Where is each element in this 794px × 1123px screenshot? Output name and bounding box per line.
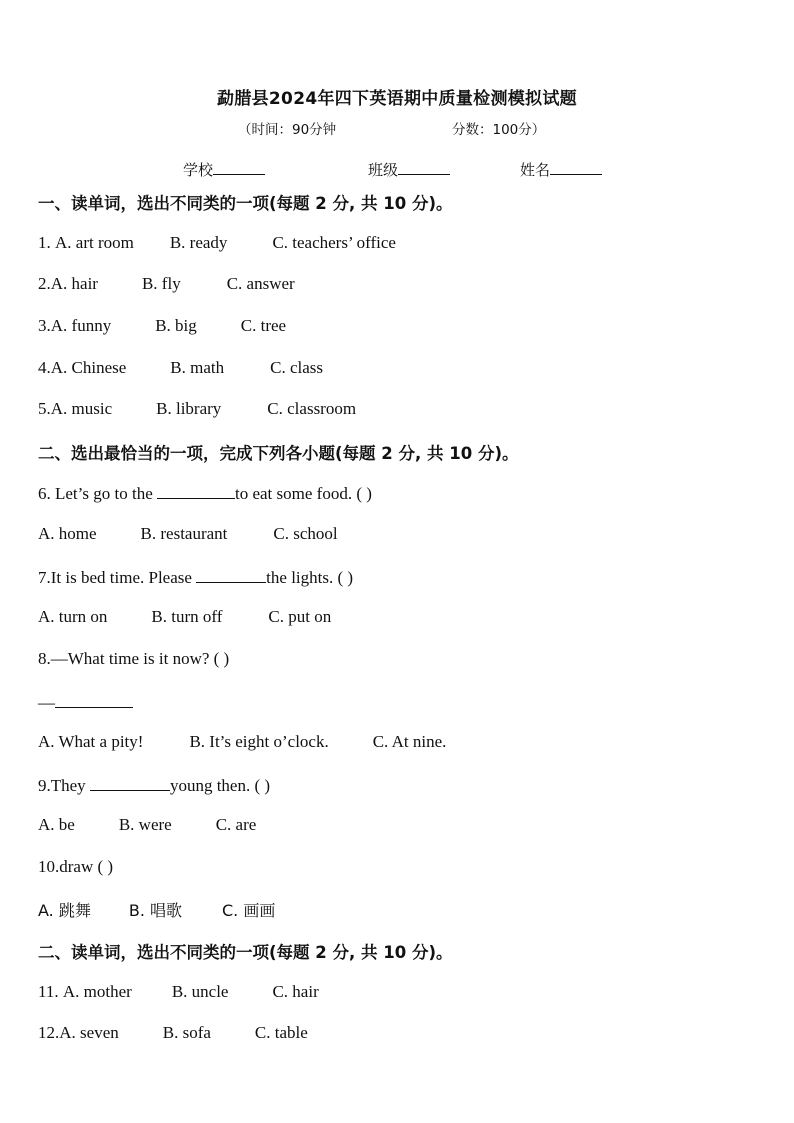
option-a: A. seven — [59, 1023, 119, 1042]
option-a: A. funny — [50, 316, 112, 335]
option-a: A. home — [38, 524, 97, 543]
option-a: A. be — [38, 815, 75, 834]
option-a: A. What a pity! — [38, 732, 144, 751]
option-b: B. uncle — [171, 982, 229, 1001]
question-stem: 7.It is bed time. Please — [38, 568, 197, 587]
name-field — [520, 159, 602, 180]
question-number: 2. — [38, 274, 51, 293]
option-b: B. big — [155, 316, 197, 335]
question-4 — [38, 358, 323, 378]
question-stem-end: to eat some food. ( ) — [234, 484, 372, 503]
question-stem: 10.draw ( ) — [38, 857, 114, 876]
question-stem: 6. Let’s go to the — [38, 484, 157, 503]
class-label: 班级 — [368, 161, 399, 179]
options-8 — [38, 732, 446, 752]
question-number: 4. — [38, 358, 51, 377]
option-a: A. music — [50, 399, 113, 418]
question-number: 1. — [38, 233, 55, 252]
option-b: B. turn off — [151, 607, 223, 626]
answer-blank — [196, 566, 266, 583]
option-c: C. tree — [240, 316, 287, 335]
option-c: C. At nine. — [372, 732, 447, 751]
option-c: C. class — [270, 358, 324, 377]
option-c: C. are — [215, 815, 257, 834]
class-field — [368, 159, 450, 180]
question-7 — [38, 566, 353, 588]
option-c: C. answer — [226, 274, 295, 293]
question-stem-end: young then. ( ) — [169, 776, 271, 795]
option-b: B. library — [156, 399, 222, 418]
answer-dash: — — [38, 693, 55, 712]
section-heading: 二、读单词，选出不同类的一项(每题 2 分, 共 10 分)。 — [38, 943, 453, 962]
option-c: C. school — [273, 524, 338, 543]
options-10 — [38, 898, 275, 921]
option-a: A. mother — [62, 982, 132, 1001]
option-b: B. It’s eight o’clock. — [189, 732, 329, 751]
question-stem: 9.They — [38, 776, 90, 795]
options-7 — [38, 607, 331, 627]
answer-line-8 — [38, 691, 133, 713]
question-number: 5. — [38, 399, 51, 418]
exam-time: （时间：90分钟 — [238, 122, 337, 138]
option-a: A. turn on — [38, 607, 108, 626]
option-c: C. table — [254, 1023, 308, 1042]
option-c: C. teachers’ office — [272, 233, 396, 252]
option-b: B. sofa — [162, 1023, 211, 1042]
answer-blank — [157, 482, 235, 499]
option-b: B. ready — [169, 233, 228, 252]
answer-blank — [55, 691, 133, 708]
name-label: 姓名 — [520, 161, 551, 179]
question-stem: 8.—What time is it now? ( ) — [38, 649, 230, 668]
option-b: B. fly — [141, 274, 181, 293]
question-stem-end: the lights. ( ) — [266, 568, 354, 587]
option-a: A. 跳舞 — [38, 901, 91, 920]
question-number: 3. — [38, 316, 51, 335]
exam-score: 分数：100分） — [452, 122, 546, 138]
options-6 — [38, 524, 338, 544]
question-9 — [38, 774, 270, 796]
option-b: B. 唱歌 — [128, 901, 182, 920]
question-2 — [38, 274, 295, 294]
school-label: 学校 — [183, 161, 214, 179]
option-a: A. art room — [55, 233, 134, 252]
options-9 — [38, 815, 256, 835]
section-heading: 一、读单词，选出不同类的一项(每题 2 分, 共 10 分)。 — [38, 194, 453, 213]
question-5 — [38, 399, 356, 419]
option-b: B. math — [170, 358, 225, 377]
option-c: C. put on — [268, 607, 332, 626]
option-c: C. hair — [272, 982, 319, 1001]
question-1 — [38, 233, 396, 253]
class-blank — [398, 160, 450, 175]
exam-title: 勐腊县2024年四下英语期中质量检测模拟试题 — [217, 89, 577, 109]
question-12 — [38, 1023, 308, 1043]
question-number: 11. — [38, 982, 63, 1001]
option-c: C. classroom — [267, 399, 357, 418]
question-number: 12. — [38, 1023, 60, 1042]
option-b: B. were — [118, 815, 172, 834]
question-8 — [38, 649, 229, 669]
answer-blank — [90, 774, 170, 791]
option-a: A. hair — [50, 274, 98, 293]
name-blank — [550, 160, 602, 175]
school-field — [183, 159, 265, 180]
question-6 — [38, 482, 372, 504]
section-heading: 二、选出最恰当的一项，完成下列各小题(每题 2 分, 共 10 分)。 — [38, 444, 519, 463]
option-b: B. restaurant — [140, 524, 228, 543]
question-3 — [38, 316, 286, 336]
option-c: C. 画画 — [222, 901, 276, 920]
question-10 — [38, 857, 113, 877]
question-11 — [38, 982, 319, 1002]
option-a: A. Chinese — [50, 358, 127, 377]
school-blank — [213, 160, 265, 175]
